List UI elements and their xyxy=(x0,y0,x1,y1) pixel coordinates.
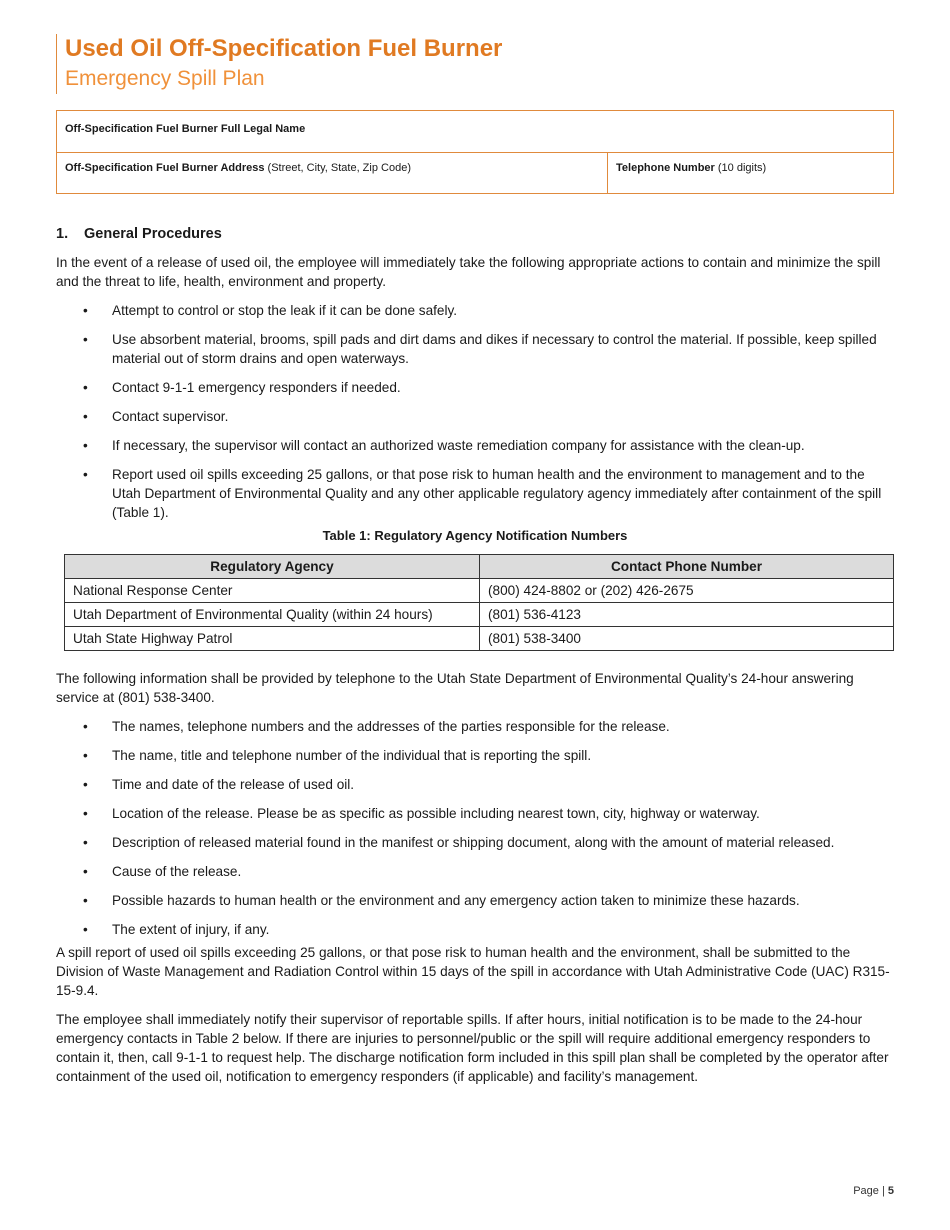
intro-paragraph: In the event of a release of used oil, the employee will immediately take the following appropriate actions to contain and minimize the spill and the threat to life, health, environment and property. xyxy=(56,255,881,289)
bullet-icon: • xyxy=(83,409,88,424)
page-number: 5 xyxy=(887,1185,894,1197)
column-header: Regulatory Agency xyxy=(65,555,480,579)
bullet-icon: • xyxy=(83,719,88,734)
document-body xyxy=(56,224,894,1096)
list-item: • Contact supervisor. xyxy=(83,409,229,424)
bullet-icon: • xyxy=(83,922,88,937)
report-paragraph: A spill report of used oil spills exceeding 25 gallons, or that pose risk to human health and the environment, shall be submitted to the Division of Waste Management and Radiation Control within 15 days of the spill in accordance with Utah Administrative Code (UAC) R315-15-9.4. xyxy=(56,945,890,998)
list-item: • The extent of injury, if any. xyxy=(83,922,270,937)
document-subtitle: Emergency Spill Plan xyxy=(65,67,265,90)
list-item: • Possible hazards to human health or the environment and any emergency action taken to minimize these hazards. xyxy=(83,893,800,908)
table-cell: Utah State Highway Patrol xyxy=(65,627,480,651)
page-label: Page | xyxy=(853,1185,888,1197)
table-caption: Table 1: Regulatory Agency Notification Numbers xyxy=(322,528,628,543)
list-item: • Location of the release. Please be as specific as possible including nearest town, city, highway or waterway. xyxy=(83,806,760,821)
bullet-icon: • xyxy=(83,806,88,821)
info-intro-paragraph: The following information shall be provided by telephone to the Utah State Department of Environmental Quality’s 24-hour answering service at (801) 538-3400. xyxy=(56,671,854,705)
table-cell: National Response Center xyxy=(65,579,480,603)
address-field[interactable] xyxy=(57,153,608,194)
list-item: • Attempt to control or stop the leak if it can be done safely. xyxy=(83,303,458,318)
actions-list xyxy=(56,301,894,522)
section-heading xyxy=(56,224,894,244)
bullet-icon: • xyxy=(83,438,88,453)
table-row xyxy=(65,579,894,603)
agency-table xyxy=(64,554,894,651)
list-item: • If necessary, the supervisor will contact an authorized waste remediation company for assistance with the clean-up. xyxy=(83,438,805,453)
list-item: • Description of released material found in the manifest or shipping document, along with the amount of material released. xyxy=(83,835,835,850)
telephone-label: Telephone Number xyxy=(616,162,715,174)
list-item: • The name, title and telephone number of the individual that is reporting the spill. xyxy=(83,748,592,763)
list-item: • Report used oil spills exceeding 25 gallons, or that pose risk to human health and the environment to management and to the Utah Department of Environmental Quality and any other applicable regulatory agency immediately after containment of the spill (Table 1). xyxy=(83,467,882,520)
page-footer xyxy=(853,1185,894,1197)
bullet-icon: • xyxy=(83,748,88,763)
table-cell: (800) 424-8802 or (202) 426-2675 xyxy=(480,579,894,603)
table-cell: (801) 538-3400 xyxy=(480,627,894,651)
column-header: Contact Phone Number xyxy=(480,555,894,579)
notify-paragraph: The employee shall immediately notify their supervisor of reportable spills. If after hours, initial notification is to be made to the 24-hour emergency contacts in Table 2 below. If there are injuries to personnel/public or the spill will require additional emergency responders to contain it, then, call 9-1-1 to request help. The discharge notification form included in this spill plan shall be completed by the operator after containment of the used oil, notification to emergency responders (if applicable) and facility’s management. xyxy=(56,1012,889,1084)
table-cell: Utah Department of Environmental Quality (within 24 hours) xyxy=(65,603,480,627)
section-title: General Procedures xyxy=(84,226,222,242)
bullet-icon: • xyxy=(83,777,88,792)
list-item: • Contact 9-1-1 emergency responders if needed. xyxy=(83,380,401,395)
bullet-icon: • xyxy=(83,303,88,318)
document-header xyxy=(56,34,903,94)
table-row xyxy=(65,627,894,651)
list-item: • Time and date of the release of used oil. xyxy=(83,777,355,792)
list-item: • Use absorbent material, brooms, spill pads and dirt dams and dikes if necessary to control the material. If possible, keep spilled material out of storm drains and open waterways. xyxy=(83,332,877,366)
bullet-icon: • xyxy=(83,380,88,395)
burner-info-form xyxy=(56,110,894,194)
telephone-hint: (10 digits) xyxy=(714,162,767,174)
info-list xyxy=(56,717,894,939)
address-label: Off-Specification Fuel Burner Address xyxy=(65,162,265,174)
list-item: • Cause of the release. xyxy=(83,864,242,879)
document-title: Used Oil Off-Specification Fuel Burner xyxy=(65,35,503,62)
bullet-icon: • xyxy=(83,893,88,908)
table-row xyxy=(65,603,894,627)
table-header-row xyxy=(65,555,894,579)
legal-name-field[interactable] xyxy=(57,111,893,153)
bullet-icon: • xyxy=(83,835,88,850)
table-cell: (801) 536-4123 xyxy=(480,603,894,627)
legal-name-label: Off-Specification Fuel Burner Full Legal Name xyxy=(65,123,306,135)
section-number: 1. xyxy=(56,226,69,242)
bullet-icon: • xyxy=(83,467,88,482)
address-hint: (Street, City, State, Zip Code) xyxy=(264,162,411,174)
telephone-field[interactable] xyxy=(608,153,893,194)
list-item: • The names, telephone numbers and the addresses of the parties responsible for the release. xyxy=(83,719,670,734)
bullet-icon: • xyxy=(83,332,88,347)
bullet-icon: • xyxy=(83,864,88,879)
